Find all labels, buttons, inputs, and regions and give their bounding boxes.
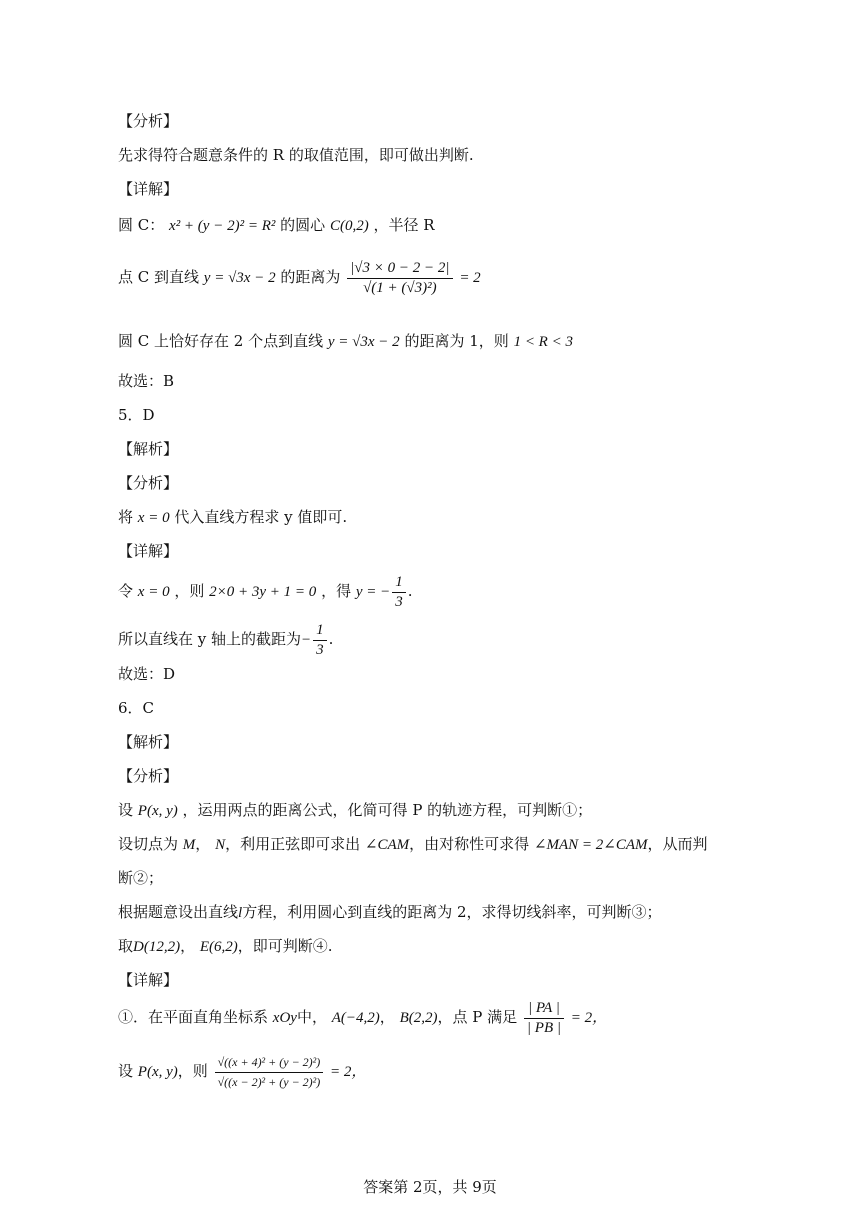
question-number: 6．C [118,699,155,717]
text: 断②； [118,869,164,887]
page-footer: 答案第 2页，共 9页 [363,1178,497,1196]
text: ， [180,937,196,955]
detail-line-distance [118,256,481,299]
analysis-line-6d [118,935,333,958]
equation: M [182,837,196,853]
analysis-heading-5 [118,472,178,494]
tag-text: 【详解】 [118,180,179,198]
text: 的距离为 1，则 [404,332,509,350]
text: ，从而判 [647,835,708,853]
text: ，由对称性可求得 [409,835,530,853]
fraction-denominator: 3 [313,640,327,660]
equation: N [215,837,226,853]
choice-4 [118,370,174,392]
analysis-text-5 [118,506,347,529]
detail-line-5b [118,618,333,661]
jiexi-heading-6 [118,731,178,753]
text: 点 C 到直线 [118,268,200,286]
equation: x = 0 [137,510,170,526]
text: 将 [118,508,134,526]
analysis-heading-6 [118,765,178,787]
analysis-heading-4 [118,110,178,132]
fraction-denominator: √((x − 2)² + (y − 2)²) [215,1072,324,1092]
text: 的圆心 [280,216,326,234]
fraction-numerator: |√3 × 0 − 2 − 2| [350,259,450,276]
equation-inequality: 1 < R < 3 [513,334,573,350]
equation: P(x, y) [137,803,178,819]
analysis-text-4 [118,144,474,166]
detail-line-conclusion [118,330,573,353]
equation: ∠CAM [364,837,410,853]
minus-sign: − [301,632,312,648]
equation: xOy [272,1010,297,1026]
question-head-6 [118,697,154,719]
distance-fraction [347,259,452,298]
tag-text: 【解析】 [118,733,179,751]
equation: l [238,905,243,921]
text: ①．在平面直角坐标系 [118,1008,269,1026]
equation: y = − [355,584,391,600]
equation: A(−4,2) [331,1010,380,1026]
equation-center: C(0,2) [329,218,369,234]
text: 方程，利用圆心到直线的距离为 2，求得切线斜率，可判断③； [242,903,662,921]
text: ，得 [321,582,352,600]
fraction-denominator: | PB | [524,1018,564,1038]
fraction-denominator: 3 [392,592,406,612]
text: 设 [118,1062,134,1080]
detail-line-5a [118,570,413,613]
fraction-numerator: 1 [316,621,324,638]
text: ， [195,835,211,853]
text: ，运用两点的距离公式，化简可得 P 的轨迹方程，可判断①； [182,801,593,819]
equation: E(6,2) [199,939,238,955]
text: . [407,582,413,600]
text: 中， [296,1008,327,1026]
question-number: 5．D [118,406,155,424]
detail-heading-6 [118,969,178,991]
text: ，即可判断④. [237,937,333,955]
tag-text: 【解析】 [118,440,179,458]
analysis-line-6b-wrap [118,867,163,889]
detail-heading-4 [118,178,178,200]
equation: P(x, y) [137,1064,178,1080]
fraction-numerator: | PA | [528,999,560,1016]
ratio-fraction [524,999,564,1038]
tag-text: 【分析】 [118,474,179,492]
analysis-line-6a [118,799,592,822]
detail-line-6a [118,996,607,1039]
text: ，半径 R [373,216,435,234]
text: 代入直线方程求 y 值即可. [174,508,348,526]
text: ，利用正弦即可求出 [225,835,361,853]
fraction-denominator: √(1 + (√3)²) [347,278,452,298]
text: 圆 C： [118,216,165,234]
fraction-numerator: 1 [395,573,403,590]
paragraph-text: 先求得符合题意条件的 R 的取值范围，即可做出判断. [118,146,474,164]
choice-5 [118,663,175,685]
fraction [392,573,406,612]
distance-ratio-fraction [215,1053,324,1092]
equation: 2×0 + 3y + 1 = 0 [209,584,317,600]
fraction-numerator: √((x + 4)² + (y − 2)²) [217,1054,321,1069]
equation: ∠MAN = 2∠CAM [533,837,648,853]
equation-result: = 2， [570,1010,608,1026]
text: 圆 C 上恰好存在 2 个点到直线 [118,332,324,350]
text: 令 [118,582,134,600]
detail-line-circle [118,214,435,237]
equation: x = 0 [137,584,170,600]
text: ，则 [174,582,205,600]
text: 设切点为 [118,835,179,853]
fraction [313,621,327,660]
analysis-line-6c [118,901,662,924]
equation-result: = 2， [330,1064,367,1080]
tag-text: 【详解】 [118,542,179,560]
detail-heading-5 [118,540,178,562]
equation: B(2,2) [399,1010,438,1026]
text: 设 [118,801,134,819]
detail-line-6b [118,1050,366,1093]
text: 取 [118,937,134,955]
choice-text: 故选：B [118,372,175,390]
choice-text: 故选：D [118,665,176,683]
text: 所以直线在 y 轴上的截距为 [118,630,302,648]
tag-text: 【详解】 [118,971,179,989]
text: 根据题意设出直线 [118,903,239,921]
tag-text: 【分析】 [118,112,179,130]
text: ，点 P 满足 [437,1008,518,1026]
analysis-line-6b [118,833,708,856]
jiexi-heading-5 [118,438,178,460]
text: ，则 [177,1062,208,1080]
text: 的距离为 [280,268,341,286]
equation-line: y = √3x − 2 [203,270,276,286]
equation-line: y = √3x − 2 [327,334,400,350]
equation-circle: x² + (y − 2)² = R² [169,218,276,234]
equation: D(12,2) [133,939,181,955]
equation-result: = 2 [459,270,481,286]
question-head-5 [118,404,155,426]
text: . [328,630,334,648]
text: ， [379,1008,395,1026]
tag-text: 【分析】 [118,767,179,785]
